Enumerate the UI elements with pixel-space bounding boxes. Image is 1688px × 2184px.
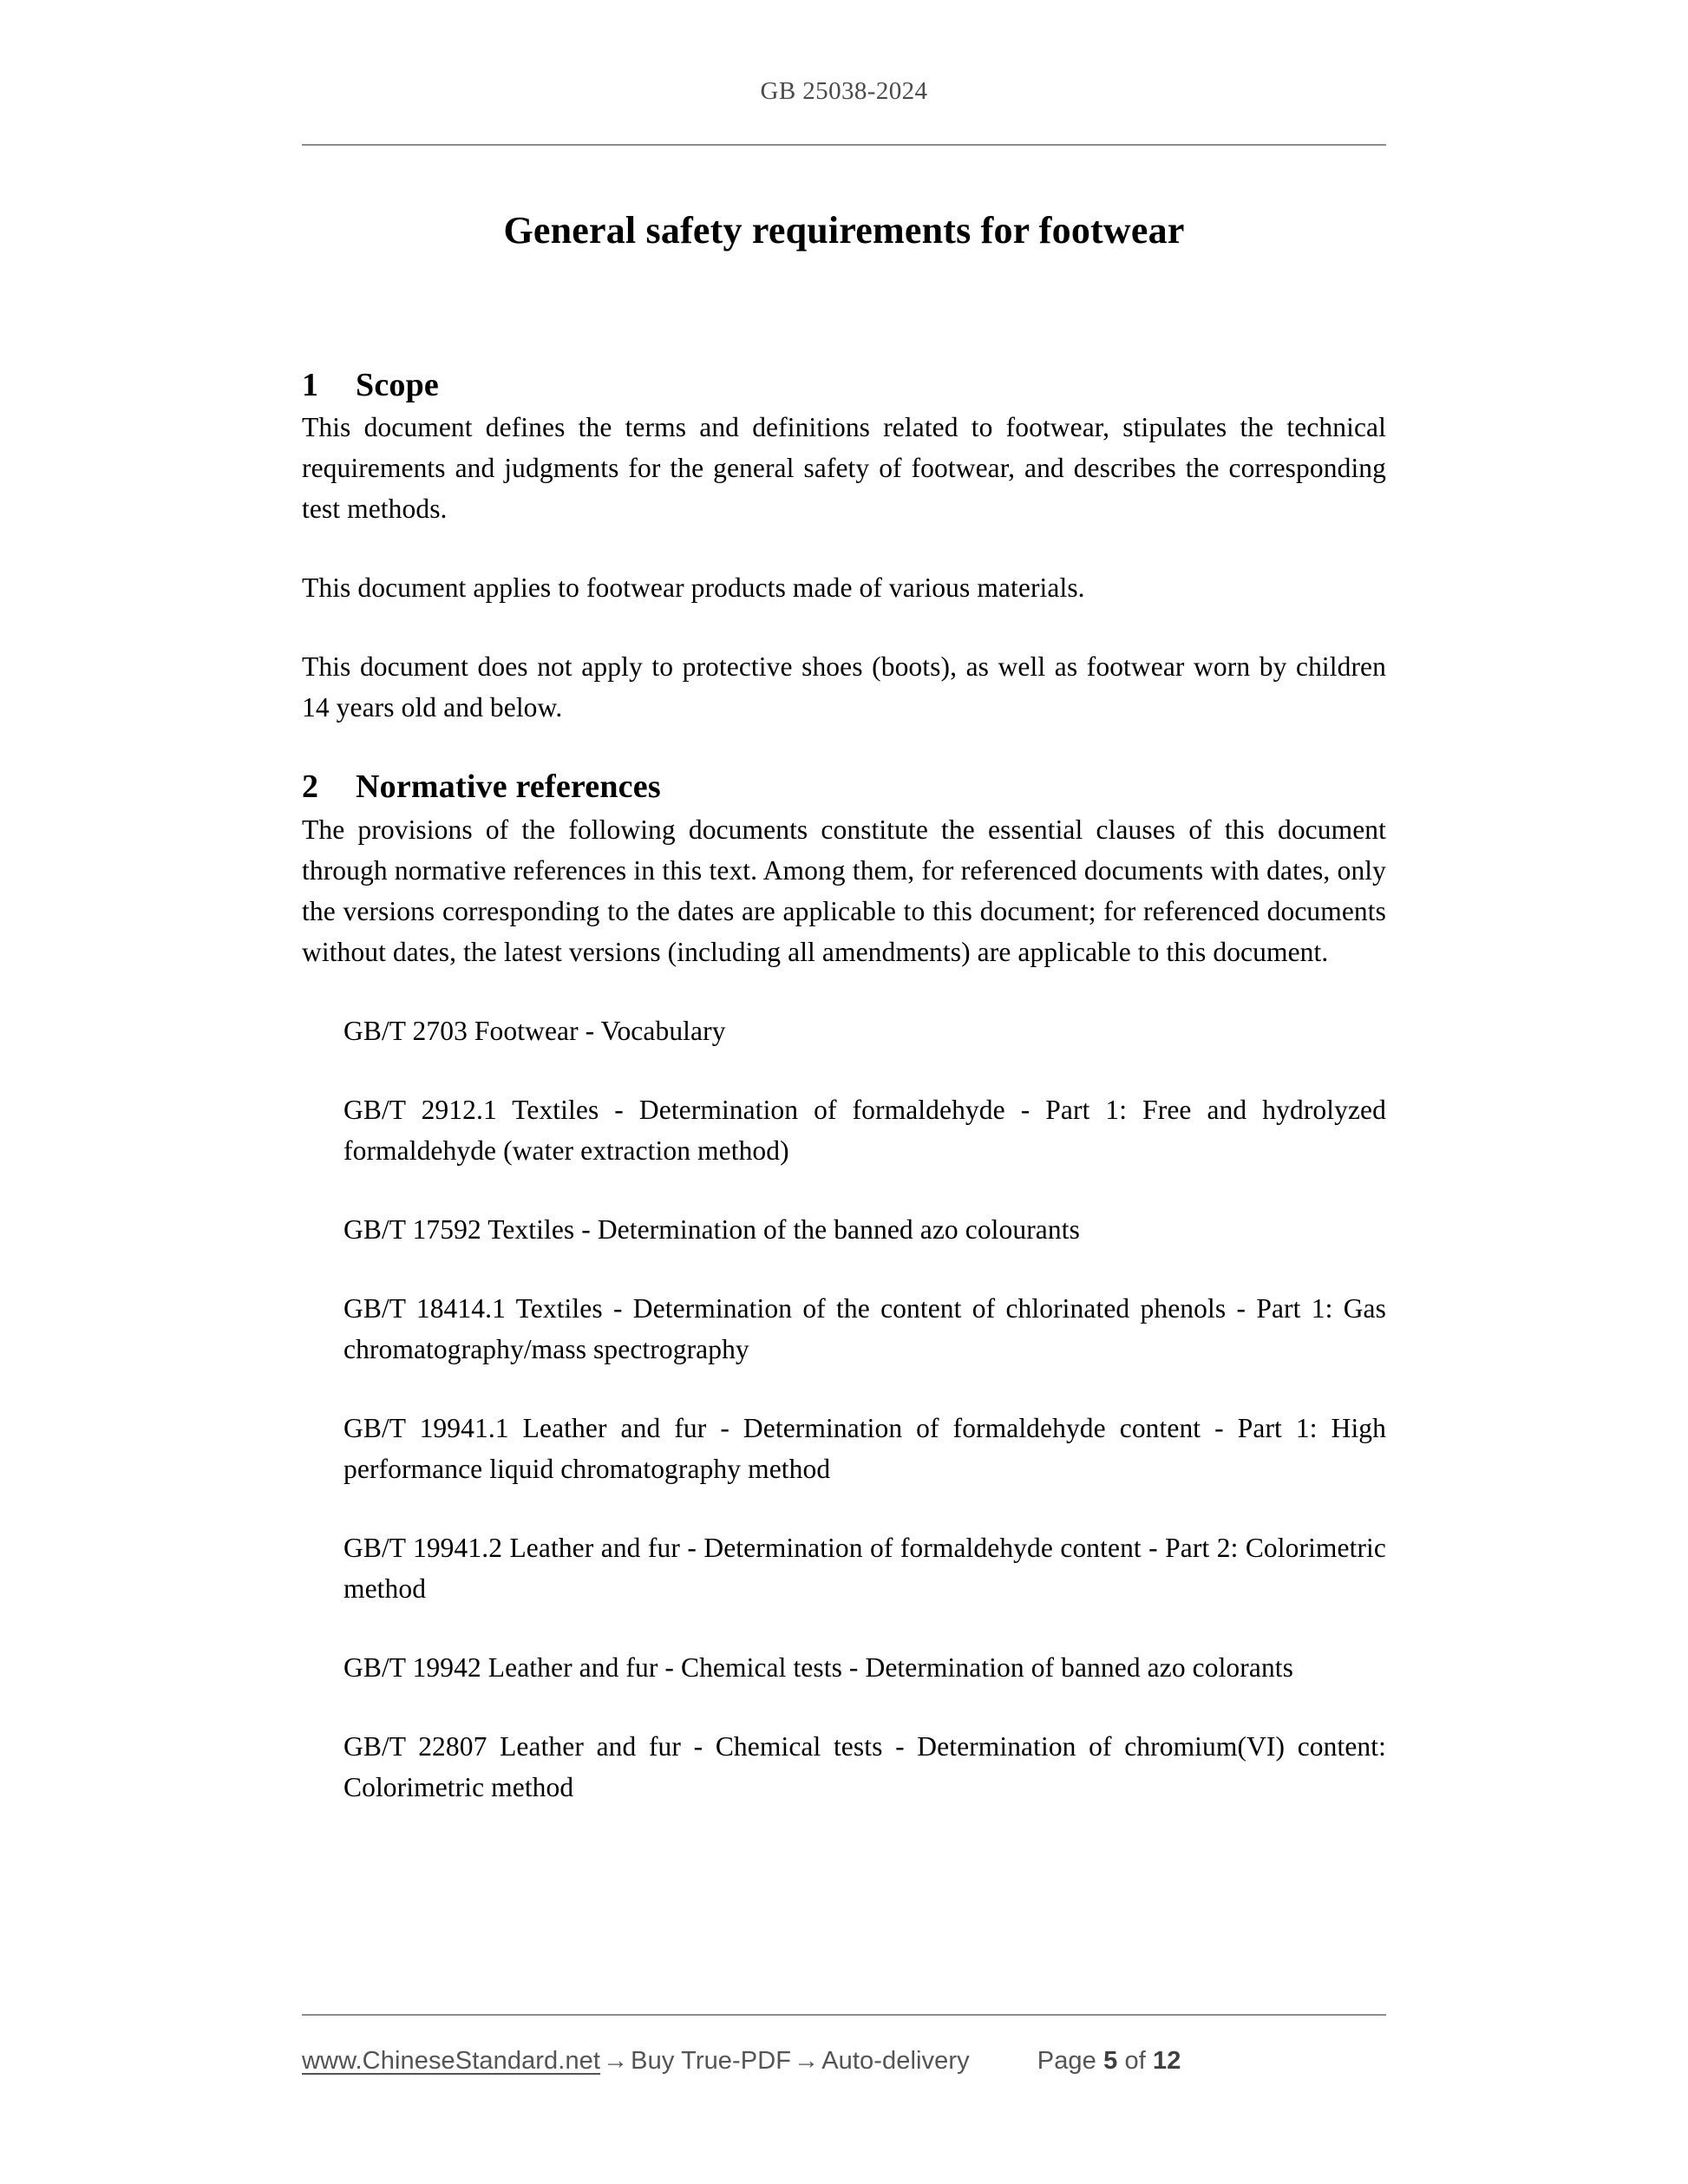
section-heading-normative-references (302, 766, 1386, 808)
paragraph: The provisions of the following documents constitute the essential clauses of this document through normative references in this text. Among them, for referenced documents with dates, only the versions corresponding to the dates are applicable to this document; for referenced documents without dates, the latest versions (including all amendments) are applicable to this document. (302, 814, 1386, 967)
section-title: Scope (356, 367, 439, 403)
footer-promo-buy: Buy True-PDF (631, 2046, 792, 2075)
list-item: GB/T 17592 Textiles - Determination of the banned azo colourants (343, 1213, 1080, 1245)
page-total: 12 (1153, 2046, 1181, 2075)
footer-divider (302, 2014, 1386, 2016)
page-title: General safety requirements for footwear (503, 209, 1185, 252)
section-number: 1 (302, 367, 319, 403)
list-item: GB/T 2703 Footwear - Vocabulary (343, 1015, 726, 1046)
normative-reference-list (302, 1010, 1386, 1808)
list-item: GB/T 2912.1 Textiles - Determination of formaldehyde - Part 1: Free and hydrolyzed formaldehyde (water extraction method) (343, 1094, 1386, 1166)
header-divider (302, 144, 1386, 146)
arrow-right-icon: → (603, 2046, 629, 2075)
footer-promo-delivery: Auto-delivery (821, 2046, 970, 2075)
standard-code: GB 25038-2024 (760, 77, 928, 105)
list-item: GB/T 18414.1 Textiles - Determination of the content of chlorinated phenols - Part 1: Gas chromatography/mass spectrography (343, 1292, 1386, 1364)
page-footer (302, 2037, 1386, 2085)
section-heading-scope (302, 364, 1386, 407)
page-indicator (1037, 2047, 1181, 2076)
section-number: 2 (302, 768, 319, 806)
list-item: GB/T 19942 Leather and fur - Chemical tests - Determination of banned azo colorants (343, 1651, 1294, 1683)
list-item: GB/T 22807 Leather and fur - Chemical tests - Determination of chromium(VI) content: Colorimetric method (343, 1730, 1386, 1802)
website-link[interactable]: www.ChineseStandard.net (302, 2046, 601, 2075)
list-item: GB/T 19941.1 Leather and fur - Determination of formaldehyde content - Part 1: High performance liquid chromatography method (343, 1412, 1386, 1484)
arrow-right-icon: → (794, 2046, 820, 2075)
list-item: GB/T 19941.2 Leather and fur - Determination of formaldehyde content - Part 2: Colorimetric method (343, 1532, 1386, 1604)
section-title: Normative references (356, 768, 661, 806)
running-header (302, 76, 1386, 107)
page-number: 5 (1103, 2046, 1118, 2075)
paragraph: This document defines the terms and definitions related to footwear, stipulates the technical requirements and judgments for the general safety of footwear, and describes the corresponding test methods. (302, 412, 1386, 525)
document-body (302, 364, 1386, 1808)
of-label: of (1124, 2046, 1146, 2075)
paragraph: This document applies to footwear products made of various materials. (302, 572, 1085, 604)
paragraph: This document does not apply to protective shoes (boots), as well as footwear worn by children 14 years old and below. (302, 651, 1386, 723)
footer-promo (302, 2047, 970, 2076)
page-label: Page (1037, 2046, 1096, 2075)
